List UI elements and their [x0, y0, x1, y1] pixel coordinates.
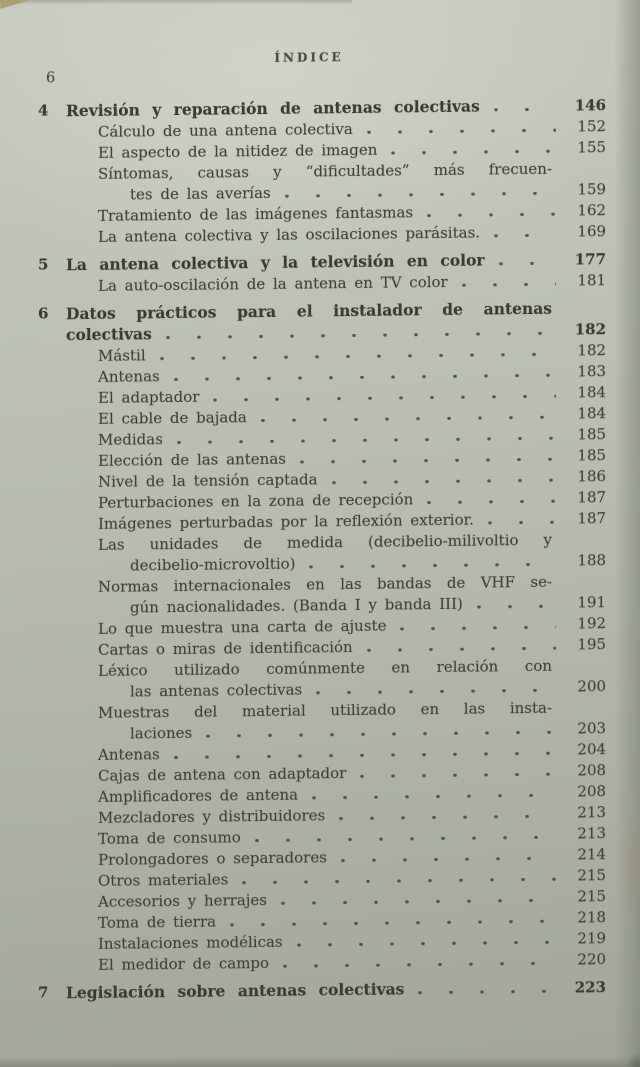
toc-row — [38, 976, 606, 1004]
toc-entry-title: decibelio-microvoltio) — [130, 554, 296, 575]
toc-page-number: 183 — [577, 362, 606, 381]
toc-page-number: 213 — [577, 824, 606, 843]
toc-entry-title: Cajas de antena con adaptador — [98, 764, 347, 785]
toc-entry-title: tes de las averías — [130, 183, 271, 204]
toc-entry-title: Revisión y reparación de antenas colectivas — [66, 96, 480, 121]
toc-page-number: 182 — [574, 320, 606, 339]
folio-page-number: 6 — [46, 70, 56, 87]
toc-entry-title: Perturbaciones en la zona de recepción — [98, 490, 414, 512]
toc-entry-title: Medidas — [98, 430, 163, 449]
toc-page-number: 195 — [577, 635, 606, 654]
toc-entry-title: Nivel de la tensión captada — [98, 470, 318, 491]
toc-page-number: 186 — [577, 467, 606, 486]
dot-leader — [279, 962, 556, 968]
toc-entry-title: Antenas — [98, 745, 160, 764]
toc-entry-title: Mástil — [98, 346, 146, 365]
toc-page-number: 184 — [577, 404, 606, 423]
toc-page-number: 213 — [577, 803, 606, 822]
dot-leader — [328, 479, 556, 485]
table-of-contents — [38, 94, 606, 1004]
toc-entry-title: Las unidades de medida (decibelio-milivoltio y — [98, 530, 552, 554]
dot-leader — [281, 192, 556, 198]
dot-leader — [423, 213, 556, 218]
toc-entry-title: Elección de las antenas — [98, 449, 286, 470]
toc-entry-title: Accesorios y herrajes — [98, 890, 267, 911]
toc-entry-title: Antenas — [98, 367, 160, 386]
toc-page-number: 192 — [577, 614, 606, 633]
chapter-number: 7 — [38, 983, 49, 1002]
toc-entry-title: Toma de consumo — [98, 828, 241, 848]
toc-entry-title: laciones — [130, 723, 193, 743]
dot-leader — [363, 129, 556, 134]
toc-entry-title: La antena colectiva y la televisión en color — [66, 250, 485, 275]
dot-leader — [423, 500, 556, 505]
dot-leader — [490, 108, 556, 112]
toc-page-number: 220 — [577, 950, 606, 969]
toc-entry-title: La antena colectiva y las oscilaciones parásitas. — [98, 223, 481, 246]
dot-leader — [162, 332, 556, 339]
toc-page-number: 162 — [577, 201, 606, 220]
toc-entry-title: Prolongadores o separadores — [98, 848, 327, 869]
dot-leader — [495, 262, 556, 266]
toc-entry-title: Amplificadores de antena — [98, 785, 299, 806]
toc-entry-title: Mezcladores y distribuidores — [98, 806, 326, 827]
toc-entry-title: Toma de tierra — [98, 912, 217, 932]
toc-entry-title: colectivas — [66, 324, 152, 345]
book-right-edge-shadow — [614, 0, 640, 1067]
toc-page-number: 185 — [577, 425, 606, 444]
dot-leader — [356, 773, 556, 778]
toc-entry-title: La auto-oscilación de la antena en TV color — [98, 272, 448, 295]
toc-entry-title: El cable de bajada — [98, 408, 247, 428]
toc-page-number: 223 — [574, 978, 606, 997]
toc-entry-title: El aspecto de la nitidez de imagen — [98, 140, 378, 162]
toc-entry-title: Cálculo de una antena colectiva — [98, 119, 353, 141]
dot-leader — [484, 521, 556, 525]
toc-entry-title: Imágenes perturbadas por la reflexión exterior. — [98, 510, 474, 533]
index-title: ÍNDICE — [274, 50, 344, 65]
dot-leader — [202, 731, 556, 738]
toc-page-number: 155 — [577, 138, 606, 157]
toc-entry-title: Síntomas, causas y “dificultades” más frecuen- — [98, 159, 552, 183]
toc-page-number: 203 — [577, 719, 606, 738]
toc-page-number: 188 — [577, 551, 606, 570]
toc-entry-title: Lo que muestra una carta de ajuste — [98, 616, 387, 638]
toc-entry-title: El medidor de campo — [98, 953, 270, 974]
toc-page-number: 219 — [577, 929, 606, 948]
toc-entry-title: gún nacionalidades. (Banda I y banda III) — [130, 594, 463, 617]
toc-entry-title: las antenas colectivas — [130, 680, 303, 701]
toc-page-number: 215 — [577, 866, 606, 885]
dot-leader — [209, 395, 556, 402]
toc-page-number: 169 — [577, 222, 606, 241]
toc-page-number: 191 — [577, 593, 606, 612]
toc-entry-title: Cartas o miras de identificación — [98, 637, 353, 659]
toc-page-number: 218 — [577, 908, 606, 927]
chapter-number: 5 — [38, 255, 49, 274]
toc-page-number: 146 — [574, 96, 606, 115]
toc-page-number: 214 — [577, 845, 606, 864]
chapter-number: 6 — [38, 304, 49, 323]
toc-entry-title: Muestras del material utilizado en las insta- — [98, 698, 552, 722]
toc-page-number: 177 — [574, 250, 606, 269]
dot-leader — [414, 990, 556, 995]
toc-entry-title: El adaptador — [98, 387, 200, 407]
toc-page-number: 187 — [577, 509, 606, 528]
dot-leader — [156, 353, 556, 361]
toc-page-number: 204 — [577, 740, 606, 759]
toc-page-number: 208 — [577, 782, 606, 801]
dot-leader — [170, 752, 556, 759]
toc-entry-title: Tratamiento de las imágenes fantasmas — [98, 203, 414, 225]
toc-page-number: 187 — [577, 488, 606, 507]
toc-page-number: 200 — [577, 677, 606, 696]
dot-leader — [312, 689, 556, 695]
toc-page-number: 215 — [577, 887, 606, 906]
dot-leader — [305, 563, 556, 569]
dot-leader — [308, 794, 556, 800]
toc-entry-title: Normas internacionales en las bandas de VHF se- — [98, 572, 552, 596]
toc-page-number: 208 — [577, 761, 606, 780]
dot-leader — [335, 815, 556, 821]
toc-entry-title: Instalaciones modélicas — [98, 932, 283, 953]
toc-page-number: 159 — [577, 180, 606, 199]
toc-entry-title: Léxico utilizado comúnmente en relación con — [98, 656, 552, 680]
dot-leader — [170, 374, 556, 381]
dot-leader — [293, 941, 556, 947]
toc-page-number: 181 — [577, 271, 606, 290]
dot-leader — [238, 878, 556, 885]
dot-leader — [490, 234, 556, 238]
dot-leader — [296, 458, 556, 464]
toc-page-number: 152 — [577, 117, 606, 136]
dot-leader — [396, 626, 556, 631]
dot-leader — [363, 647, 556, 652]
toc-entry-title: Datos prácticos para el instalador de antenas — [66, 298, 552, 324]
toc-page-number: 184 — [577, 383, 606, 402]
dot-leader — [173, 437, 556, 444]
dot-leader — [337, 857, 556, 862]
dot-leader — [387, 150, 556, 155]
toc-entry-title: Legislación sobre antenas colectivas — [66, 979, 405, 1003]
dot-leader — [473, 605, 556, 609]
dot-leader — [458, 283, 556, 287]
toc-page-number: 182 — [577, 341, 606, 360]
dot-leader — [251, 836, 556, 842]
toc-entry-title: Otros materiales — [98, 870, 229, 890]
dot-leader — [226, 920, 556, 927]
toc-page-number: 185 — [577, 446, 606, 465]
chapter-number: 4 — [38, 101, 49, 120]
dot-leader — [277, 899, 556, 905]
dot-leader — [257, 416, 556, 422]
